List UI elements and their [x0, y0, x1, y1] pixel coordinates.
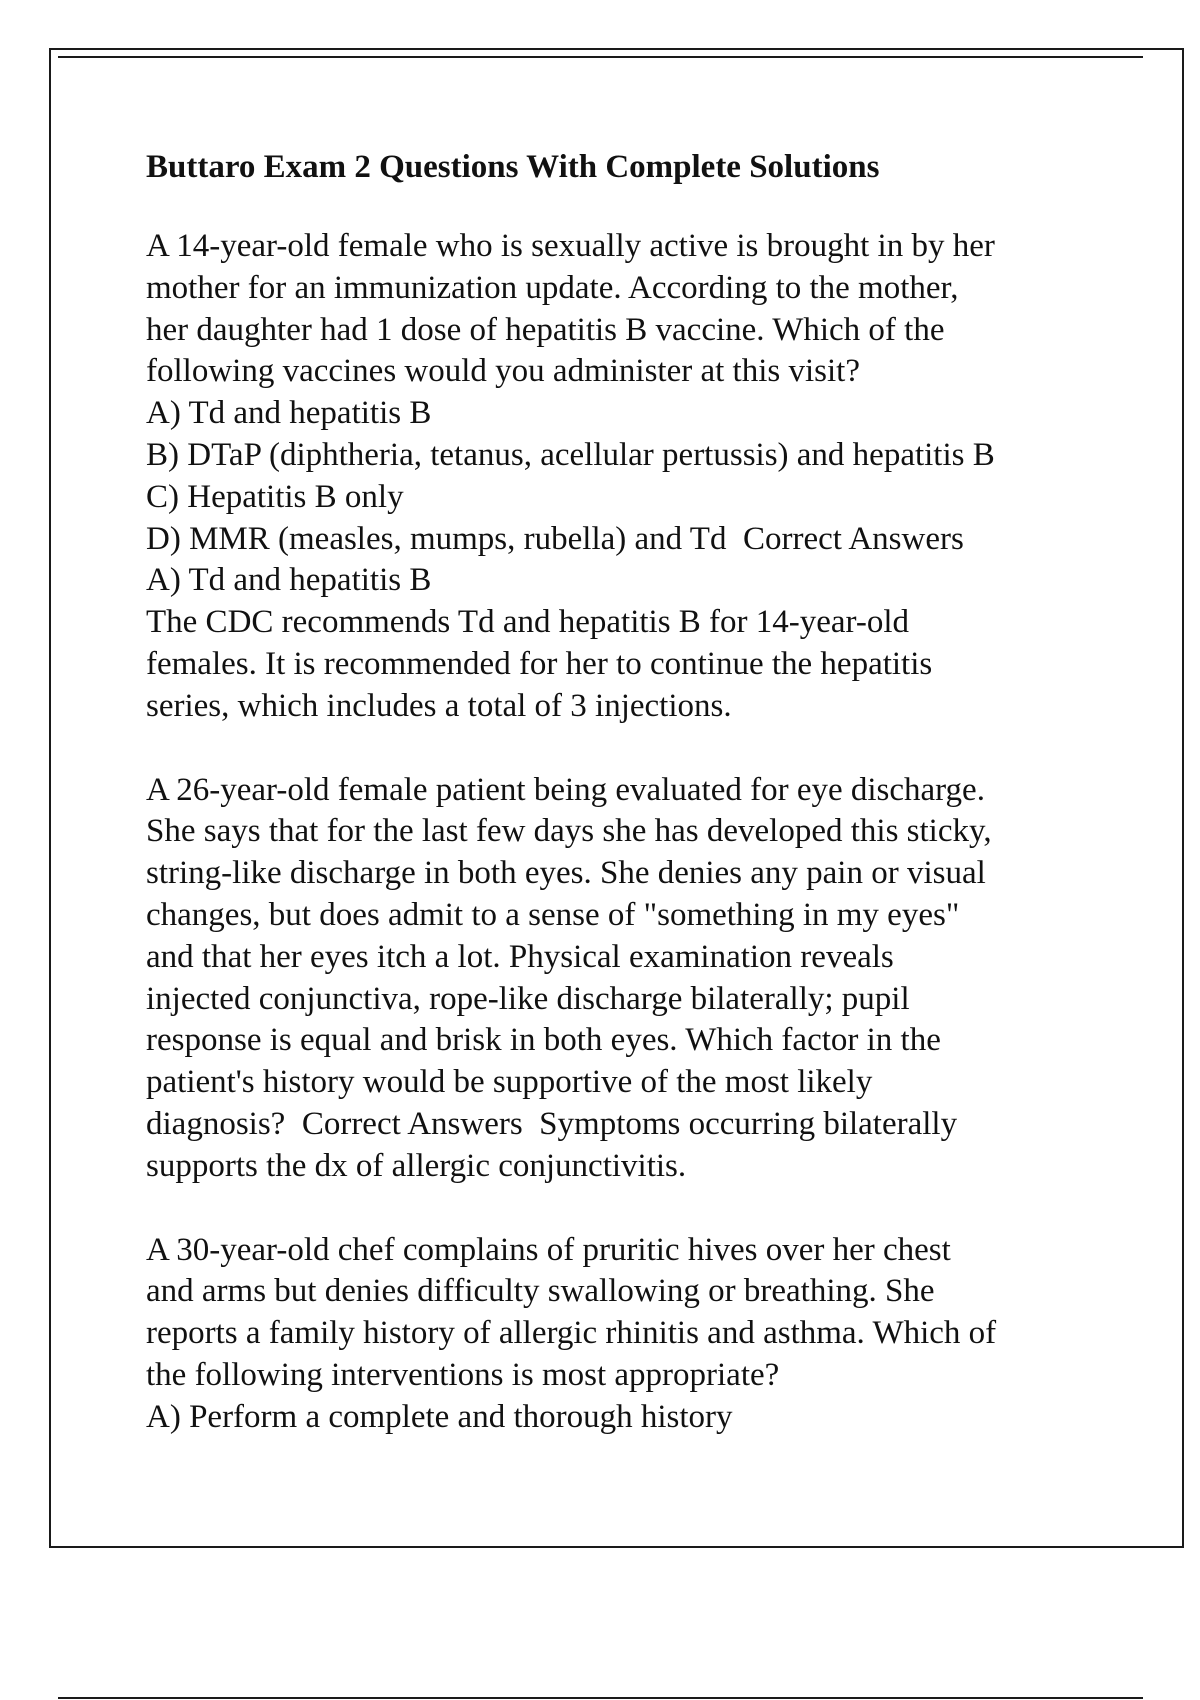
- text-line: her daughter had 1 dose of hepatitis B vaccine. Which of the: [146, 311, 945, 348]
- text-line: response is equal and brisk in both eyes. Which factor in the: [146, 1022, 941, 1059]
- text-line: the following interventions is most appropriate?: [146, 1356, 780, 1393]
- text-line: patient's history would be supportive of the most likely: [146, 1064, 873, 1101]
- question-block-3: [146, 1230, 1106, 1439]
- question-block-1: [146, 226, 1106, 728]
- text-line: changes, but does admit to a sense of "something in my eyes": [146, 896, 960, 933]
- top-rule: [58, 56, 1143, 58]
- text-line: reports a family history of allergic rhinitis and asthma. Which of: [146, 1315, 997, 1352]
- answer-option: D) MMR (measles, mumps, rubella) and Td Correct Answers: [146, 520, 964, 557]
- document-title: Buttaro Exam 2 Questions With Complete Solutions: [146, 149, 880, 185]
- answer-option: C) Hepatitis B only: [146, 478, 404, 515]
- text-line: A 30-year-old chef complains of pruritic hives over her chest: [146, 1231, 951, 1268]
- text-line: string-like discharge in both eyes. She denies any pain or visual: [146, 855, 986, 892]
- text-line: and arms but denies difficulty swallowing or breathing. She: [146, 1273, 935, 1310]
- rationale-line: females. It is recommended for her to continue the hepatitis: [146, 645, 933, 682]
- answer-option: A) Perform a complete and thorough history: [146, 1398, 733, 1435]
- text-line: injected conjunctiva, rope-like discharge bilaterally; pupil: [146, 980, 910, 1017]
- document-content: [146, 146, 1106, 1481]
- text-line: She says that for the last few days she has developed this sticky,: [146, 813, 992, 850]
- question-block-2: [146, 770, 1106, 1188]
- correct-answer: A) Td and hepatitis B: [146, 562, 432, 599]
- text-line: and that her eyes itch a lot. Physical examination reveals: [146, 938, 894, 975]
- rationale-line: The CDC recommends Td and hepatitis B for 14-year-old: [146, 604, 910, 641]
- text-line: A 26-year-old female patient being evaluated for eye discharge.: [146, 771, 985, 808]
- text-line: following vaccines would you administer at this visit?: [146, 353, 860, 390]
- rationale-line: series, which includes a total of 3 injections.: [146, 687, 732, 724]
- answer-option: B) DTaP (diphtheria, tetanus, acellular pertussis) and hepatitis B: [146, 436, 995, 473]
- text-line: mother for an immunization update. According to the mother,: [146, 269, 959, 306]
- bottom-rule: [58, 1697, 1143, 1699]
- text-line: A 14-year-old female who is sexually active is brought in by her: [146, 228, 995, 264]
- correct-answer: diagnosis? Correct Answers Symptoms occurring bilaterally: [146, 1105, 958, 1142]
- rationale-line: supports the dx of allergic conjunctivitis.: [146, 1147, 687, 1184]
- answer-option: A) Td and hepatitis B: [146, 395, 432, 432]
